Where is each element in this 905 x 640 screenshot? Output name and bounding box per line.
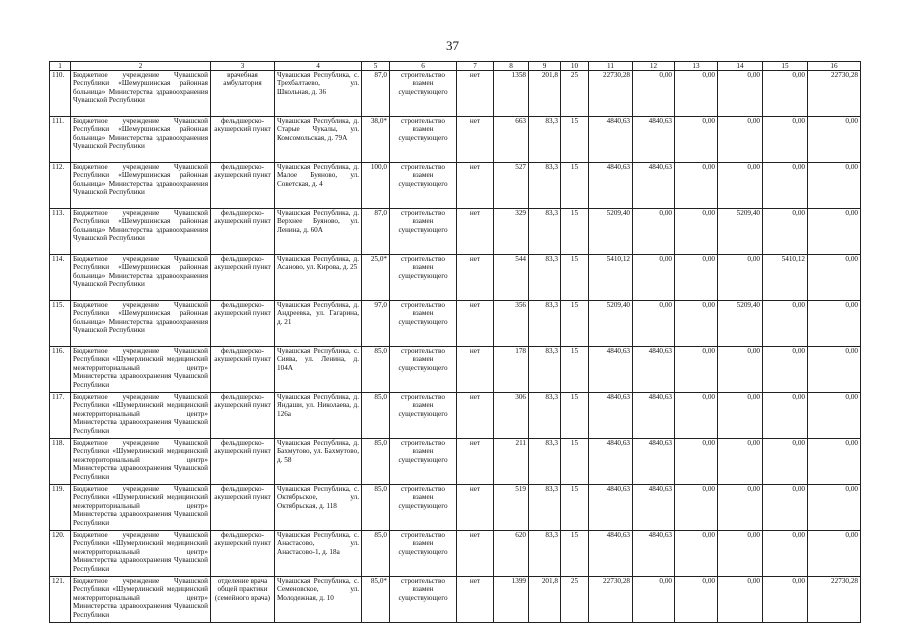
table-cell: 83,3 [529, 347, 561, 393]
table-cell: 0,00 [675, 301, 718, 347]
table-cell: Бюджетное учреждение Чувашской Республики «Шумерлинский медицинский межтерриториальный центр» Министерства здравоохранения Чувашской Республики [71, 347, 211, 393]
page-number: 37 [446, 38, 459, 53]
table-cell: строительство взамен существующего [390, 347, 457, 393]
table-cell: нет [457, 301, 494, 347]
table-row [50, 347, 861, 393]
table-cell: строительство взамен существующего [390, 531, 457, 577]
table-cell: нет [457, 393, 494, 439]
table-cell: нет [457, 209, 494, 255]
table-cell: 5209,40 [718, 209, 763, 255]
table-cell: Чувашская Республика, д. Бахмутово, ул. Бахмутово, д. 58 [275, 439, 362, 485]
table-cell: Бюджетное учреждение Чувашской Республики «Шемуршинская районная больница» Министерства здравоохранения Чувашской Республики [71, 209, 211, 255]
table-cell: 5209,40 [589, 301, 633, 347]
table-cell: 0,00 [763, 439, 808, 485]
table-cell: нет [457, 163, 494, 209]
table-cell: 4840,63 [633, 117, 675, 163]
table-cell: 4840,63 [589, 531, 633, 577]
table-cell: фельдшерско-акушерский пункт [211, 117, 275, 163]
table-cell: 0,00 [718, 347, 763, 393]
table-cell: Бюджетное учреждение Чувашской Республики «Шемуршинская районная больница» Министерства здравоохранения Чувашской Республики [71, 255, 211, 301]
table-cell: 15 [561, 209, 589, 255]
table-cell: нет [457, 71, 494, 117]
table-cell: 0,00 [675, 163, 718, 209]
table-cell: 22730,28 [808, 577, 861, 623]
table-cell: Чувашская Республика, д. Верхнее Буяново, ул. Ленина, д. 60А [275, 209, 362, 255]
column-header: 1 [50, 62, 71, 71]
column-header: 13 [675, 62, 718, 71]
column-header: 14 [718, 62, 763, 71]
table-cell: 83,3 [529, 209, 561, 255]
table-cell: 83,3 [529, 301, 561, 347]
column-header: 4 [275, 62, 362, 71]
table-cell: 519 [494, 485, 529, 531]
data-table [49, 61, 861, 623]
column-header: 2 [71, 62, 211, 71]
table-cell: фельдшерско-акушерский пункт [211, 255, 275, 301]
table-cell: 15 [561, 531, 589, 577]
table-cell: 83,3 [529, 485, 561, 531]
table-cell: 117. [50, 393, 71, 439]
table-cell: 83,3 [529, 531, 561, 577]
table-row [50, 209, 861, 255]
table-cell: 119. [50, 485, 71, 531]
table-cell: 329 [494, 209, 529, 255]
column-header: 12 [633, 62, 675, 71]
table-cell: 5209,40 [589, 209, 633, 255]
column-header: 10 [561, 62, 589, 71]
table-cell: строительство взамен существующего [390, 393, 457, 439]
table-cell: нет [457, 577, 494, 623]
table-cell: 0,00 [808, 209, 861, 255]
table-cell: 0,00 [718, 439, 763, 485]
table-row [50, 71, 861, 117]
table-cell: Чувашская Республика, с. Трехбалтаево, ул. Школьная, д. 36 [275, 71, 362, 117]
table-cell: 0,00 [808, 117, 861, 163]
table-cell: 0,00 [718, 71, 763, 117]
table-cell: фельдшерско-акушерский пункт [211, 393, 275, 439]
table-cell: 4840,63 [589, 439, 633, 485]
table-cell: 0,00 [763, 531, 808, 577]
table-cell: 0,00 [675, 393, 718, 439]
table-cell: строительство взамен существующего [390, 577, 457, 623]
table-cell: 306 [494, 393, 529, 439]
table-cell: 201,8 [529, 71, 561, 117]
table-cell: 83,3 [529, 163, 561, 209]
column-header: 15 [763, 62, 808, 71]
table-cell: 85,0 [362, 531, 390, 577]
table-cell: 83,3 [529, 439, 561, 485]
table-cell: 0,00 [763, 71, 808, 117]
table-cell: 4840,63 [589, 485, 633, 531]
table-cell: 0,00 [808, 163, 861, 209]
table-cell: 0,00 [763, 209, 808, 255]
table-row [50, 577, 861, 623]
table-cell: 4840,63 [589, 347, 633, 393]
column-header: 5 [362, 62, 390, 71]
column-header: 11 [589, 62, 633, 71]
table-cell: 620 [494, 531, 529, 577]
table-cell: врачебная амбулатория [211, 71, 275, 117]
table-cell: 38,0* [362, 117, 390, 163]
table-cell: нет [457, 117, 494, 163]
table-cell: фельдшерско-акушерский пункт [211, 485, 275, 531]
table-cell: 15 [561, 301, 589, 347]
table-body [50, 71, 861, 623]
table-cell: 116. [50, 347, 71, 393]
table-cell: Чувашская Республика, с. Сиява, ул. Ленина, д. 104А [275, 347, 362, 393]
table-cell: 118. [50, 439, 71, 485]
table-cell: 0,00 [763, 393, 808, 439]
table-cell: 87,0 [362, 209, 390, 255]
table-cell: фельдшерско-акушерский пункт [211, 347, 275, 393]
table-cell: 85,0 [362, 485, 390, 531]
table-cell: строительство взамен существующего [390, 301, 457, 347]
table-cell: 4840,63 [589, 163, 633, 209]
table-cell: 0,00 [763, 485, 808, 531]
table-cell: 0,00 [808, 485, 861, 531]
table-cell: 15 [561, 117, 589, 163]
table-cell: 25 [561, 71, 589, 117]
table-cell: 4840,63 [589, 393, 633, 439]
table-cell: 5410,12 [763, 255, 808, 301]
table-cell: 0,00 [675, 209, 718, 255]
table-cell: 0,00 [633, 301, 675, 347]
table-cell: 22730,28 [808, 71, 861, 117]
table-cell: 0,00 [763, 347, 808, 393]
table-cell: 544 [494, 255, 529, 301]
table-cell: Бюджетное учреждение Чувашской Республики «Шумерлинский медицинский межтерриториальный центр» Министерства здравоохранения Чувашской Республики [71, 393, 211, 439]
table-cell: строительство взамен существующего [390, 71, 457, 117]
table-header-row [50, 62, 861, 71]
table-cell: Чувашская Республика, д. Андреевка, ул. Гагарина, д. 21 [275, 301, 362, 347]
table-row [50, 531, 861, 577]
table-cell: Чувашская Республика, д. Старые Чукалы, ул. Комсомольская, д. 79А [275, 117, 362, 163]
table-cell: 85,0 [362, 439, 390, 485]
table-cell: 0,00 [763, 577, 808, 623]
table-cell: 0,00 [763, 301, 808, 347]
table-cell: 4840,63 [633, 347, 675, 393]
table-cell: 0,00 [808, 439, 861, 485]
table-cell: 0,00 [675, 439, 718, 485]
table-cell: Чувашская Республика, с. Анастасово, ул. Анастасово-1, д. 18а [275, 531, 362, 577]
table-cell: строительство взамен существующего [390, 439, 457, 485]
table-cell: 178 [494, 347, 529, 393]
table-cell: 0,00 [808, 347, 861, 393]
table-cell: 4840,63 [633, 163, 675, 209]
table-cell: 115. [50, 301, 71, 347]
table-cell: 0,00 [633, 71, 675, 117]
table-cell: 0,00 [808, 301, 861, 347]
table-cell: Чувашская Республика, д. Яндаши, ул. Николаева, д. 126а [275, 393, 362, 439]
table-cell: Бюджетное учреждение Чувашской Республики «Шемуршинская районная больница» Министерства здравоохранения Чувашской Республики [71, 71, 211, 117]
table-cell: 4840,63 [633, 485, 675, 531]
table-cell: 22730,28 [589, 577, 633, 623]
table-cell: 85,0 [362, 393, 390, 439]
table-cell: 0,00 [675, 71, 718, 117]
table-cell: 97,0 [362, 301, 390, 347]
table-cell: нет [457, 347, 494, 393]
table-cell: Бюджетное учреждение Чувашской Республики «Шумерлинский медицинский межтерриториальный центр» Министерства здравоохранения Чувашской Республики [71, 531, 211, 577]
table-cell: нет [457, 531, 494, 577]
table-cell: 120. [50, 531, 71, 577]
table-cell: 0,00 [808, 531, 861, 577]
table-cell: нет [457, 439, 494, 485]
table-cell: 4840,63 [633, 531, 675, 577]
table-cell: 0,00 [718, 163, 763, 209]
column-header: 9 [529, 62, 561, 71]
table-row [50, 301, 861, 347]
table-cell: фельдшерско-акушерский пункт [211, 301, 275, 347]
column-header: 8 [494, 62, 529, 71]
table-cell: 15 [561, 485, 589, 531]
column-header: 3 [211, 62, 275, 71]
table-cell: 110. [50, 71, 71, 117]
table-cell: фельдшерско-акушерский пункт [211, 163, 275, 209]
table-cell: 4840,63 [589, 117, 633, 163]
table-cell: 0,00 [763, 163, 808, 209]
table-cell: 0,00 [718, 485, 763, 531]
table-cell: 4840,63 [633, 393, 675, 439]
table-cell: 0,00 [675, 117, 718, 163]
table-cell: Бюджетное учреждение Чувашской Республики «Шумерлинский медицинский межтерриториальный центр» Министерства здравоохранения Чувашской Республики [71, 577, 211, 623]
table-cell: 5410,12 [589, 255, 633, 301]
table-cell: 0,00 [675, 485, 718, 531]
table-cell: 356 [494, 301, 529, 347]
table-cell: 1399 [494, 577, 529, 623]
table-cell: 0,00 [718, 393, 763, 439]
table-cell: 83,3 [529, 117, 561, 163]
table-cell: Бюджетное учреждение Чувашской Республики «Шумерлинский медицинский межтерриториальный центр» Министерства здравоохранения Чувашской Республики [71, 439, 211, 485]
table-cell: 0,00 [633, 255, 675, 301]
table-cell: 0,00 [718, 117, 763, 163]
table-cell: строительство взамен существующего [390, 117, 457, 163]
table-cell: 83,3 [529, 393, 561, 439]
table-cell: отделение врача общей практики (семейного врача) [211, 577, 275, 623]
table-cell: 5209,40 [718, 301, 763, 347]
table-cell: нет [457, 485, 494, 531]
column-header: 6 [390, 62, 457, 71]
table-cell: 663 [494, 117, 529, 163]
table-cell: 113. [50, 209, 71, 255]
table-cell: 4840,63 [633, 439, 675, 485]
table-cell: 0,00 [675, 531, 718, 577]
table-row [50, 485, 861, 531]
table-cell: 0,00 [763, 117, 808, 163]
table-cell: 0,00 [675, 347, 718, 393]
table-cell: Чувашская Республика, д. Асаново, ул. Кирова, д. 25 [275, 255, 362, 301]
table-cell: 0,00 [675, 255, 718, 301]
table-cell: 15 [561, 439, 589, 485]
table-cell: 527 [494, 163, 529, 209]
table-cell: 15 [561, 255, 589, 301]
table-cell: Бюджетное учреждение Чувашской Республики «Шемуршинская районная больница» Министерства здравоохранения Чувашской Республики [71, 117, 211, 163]
table-cell: Чувашская Республика, с. Октябрьское, ул. Октябрьская, д. 118 [275, 485, 362, 531]
table-cell: Чувашская Республика, с. Семеновское, ул. Молодежная, д. 10 [275, 577, 362, 623]
column-header: 7 [457, 62, 494, 71]
table-cell: 211 [494, 439, 529, 485]
table-cell: Бюджетное учреждение Чувашской Республики «Шемуршинская районная больница» Министерства здравоохранения Чувашской Республики [71, 163, 211, 209]
table-cell: 85,0* [362, 577, 390, 623]
table-cell: 121. [50, 577, 71, 623]
table-cell: Бюджетное учреждение Чувашской Республики «Шумерлинский медицинский межтерриториальный центр» Министерства здравоохранения Чувашской Республики [71, 485, 211, 531]
table-cell: 0,00 [633, 577, 675, 623]
column-header: 16 [808, 62, 861, 71]
table-cell: 25 [561, 577, 589, 623]
table-cell: строительство взамен существующего [390, 163, 457, 209]
table-row [50, 393, 861, 439]
table-cell: 22730,28 [589, 71, 633, 117]
table-cell: 100,0 [362, 163, 390, 209]
table-cell: 0,00 [675, 577, 718, 623]
table-cell: 201,8 [529, 577, 561, 623]
table-cell: 15 [561, 163, 589, 209]
table-row [50, 117, 861, 163]
table-cell: 15 [561, 393, 589, 439]
table-cell: Чувашская Республика, д. Малое Буяново, ул. Советская, д. 4 [275, 163, 362, 209]
table-cell: строительство взамен существующего [390, 485, 457, 531]
table-cell: фельдшерско-акушерский пункт [211, 209, 275, 255]
table-cell: 87,0 [362, 71, 390, 117]
table-row [50, 439, 861, 485]
table-cell: строительство взамен существующего [390, 209, 457, 255]
table-cell: нет [457, 255, 494, 301]
table-cell: 85,0 [362, 347, 390, 393]
table-cell: фельдшерско-акушерский пункт [211, 531, 275, 577]
table-cell: 83,3 [529, 255, 561, 301]
table-cell: 1358 [494, 71, 529, 117]
table-cell: 112. [50, 163, 71, 209]
table-cell: 114. [50, 255, 71, 301]
table-cell: 0,00 [808, 393, 861, 439]
table-row [50, 163, 861, 209]
table-cell: 0,00 [808, 255, 861, 301]
table-cell: Бюджетное учреждение Чувашской Республики «Шемуршинская районная больница» Министерства здравоохранения Чувашской Республики [71, 301, 211, 347]
table-cell: фельдшерско-акушерский пункт [211, 439, 275, 485]
table-cell: 0,00 [718, 531, 763, 577]
table-cell: 0,00 [718, 577, 763, 623]
table-cell: 0,00 [718, 255, 763, 301]
table-cell: строительство взамен существующего [390, 255, 457, 301]
table-row [50, 255, 861, 301]
table-cell: 0,00 [633, 209, 675, 255]
table-cell: 15 [561, 347, 589, 393]
table-cell: 25,0* [362, 255, 390, 301]
table-cell: 111. [50, 117, 71, 163]
